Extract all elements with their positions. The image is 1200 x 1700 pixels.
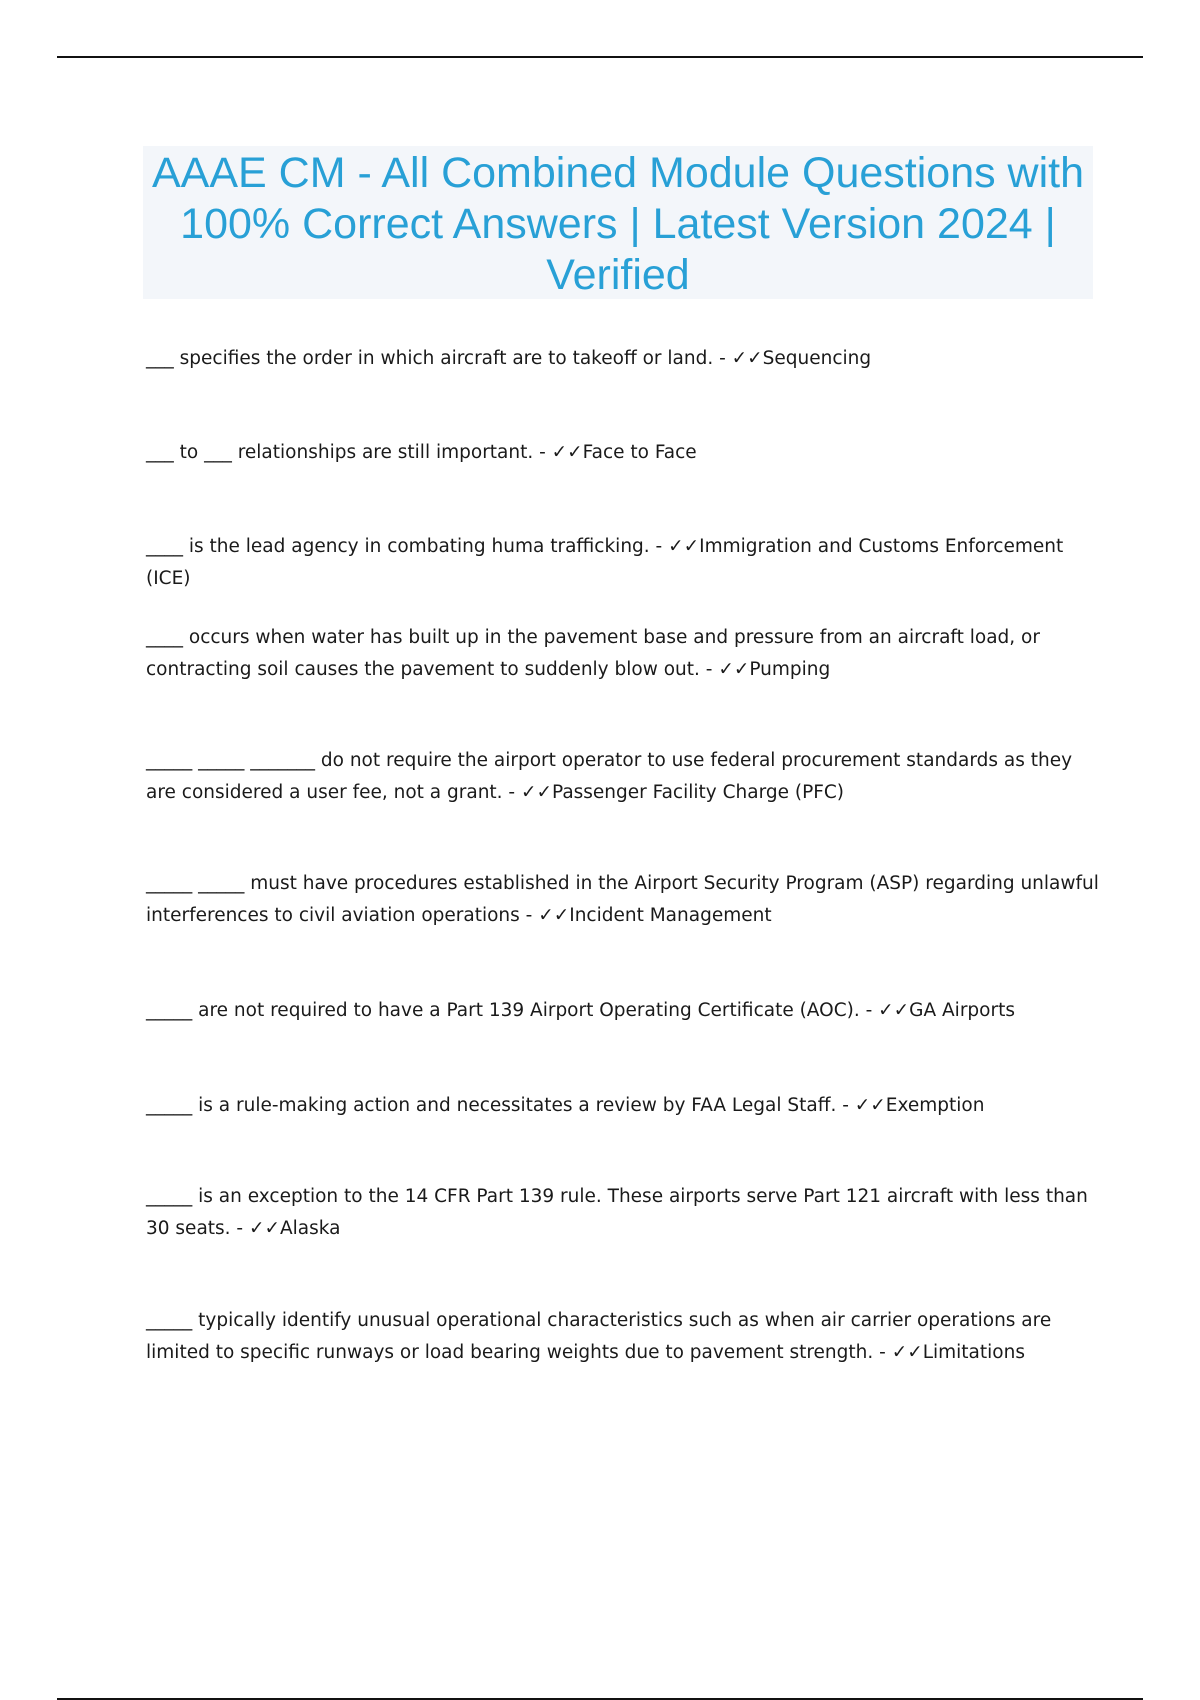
qa-item-9: _____ is an exception to the 14 CFR Part 139 rule. These airports serve Part 121 aircraft with less than 30 seats. - ✓✓Alaska [146, 1186, 1088, 1239]
qa-item-6: _____ _____ must have procedures established in the Airport Security Program (ASP) regarding unlawful interferences to civil aviation operations - ✓✓Incident Management [146, 873, 1099, 926]
qa-item-7: _____ are not required to have a Part 139 Airport Operating Certificate (AOC). - ✓✓GA Airports [146, 1000, 1015, 1021]
qa-item-5: _____ _____ _______ do not require the airport operator to use federal procurement standards as they are considered a user fee, not a grant. - ✓✓Passenger Facility Charge (PFC) [146, 750, 1073, 803]
qa-item-10: _____ typically identify unusual operational characteristics such as when air carrier operations are limited to specific runways or load bearing weights due to pavement strength. - ✓✓Limitations [146, 1310, 1052, 1363]
qa-item-1: ___ specifies the order in which aircraft are to takeoff or land. - ✓✓Sequencing [146, 348, 872, 369]
top-rule [57, 56, 1143, 58]
document-title: AAAE CM - All Combined Module Questions with 100% Correct Answers | Latest Version 2024 | Verified [151, 149, 1085, 299]
qa-item-2: ___ to ___ relationships are still important. - ✓✓Face to Face [146, 442, 697, 463]
qa-item-4: ____ occurs when water has built up in the pavement base and pressure from an aircraft load, or contracting soil causes the pavement to suddenly blow out. - ✓✓Pumping [146, 627, 1040, 680]
title-banner [143, 146, 1093, 299]
qa-item-3: ____ is the lead agency in combating huma trafficking. - ✓✓Immigration and Customs Enforcement (ICE) [146, 536, 1064, 589]
qa-item-8: _____ is a rule-making action and necessitates a review by FAA Legal Staff. - ✓✓Exemption [146, 1095, 985, 1116]
